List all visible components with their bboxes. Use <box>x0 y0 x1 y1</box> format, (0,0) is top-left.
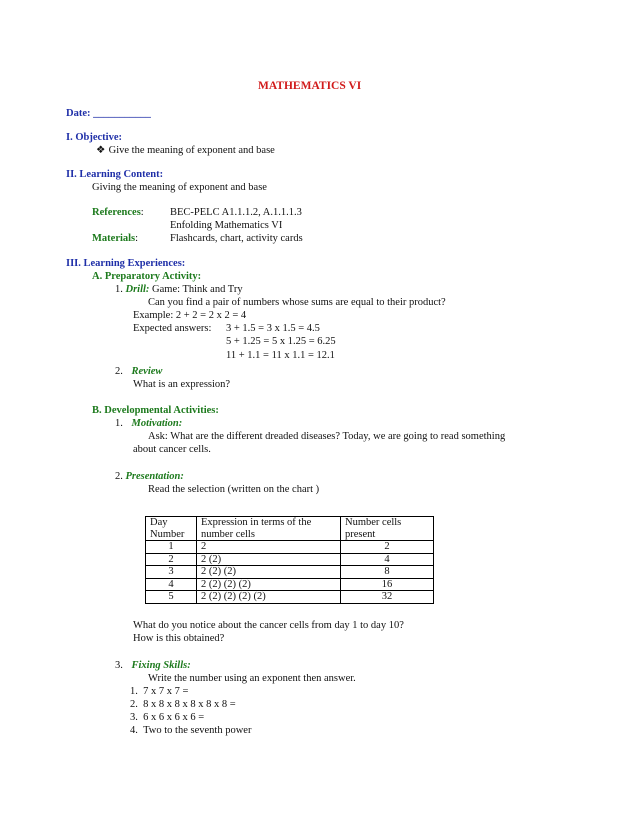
expected-answer-2: 5 + 1.25 = 5 x 1.25 = 6.25 <box>226 336 336 347</box>
presentation-line <box>115 471 184 483</box>
drill-label: Drill: <box>125 284 150 295</box>
materials-label-text: Materials <box>92 233 136 244</box>
objective-item <box>96 145 275 157</box>
header-number-cells <box>341 517 434 541</box>
table-cell-day: 1 <box>146 541 197 554</box>
header-expression-line2: number cells <box>201 528 255 540</box>
fixing-skills-line <box>115 660 191 672</box>
presentation-number: 2. <box>115 471 123 482</box>
notice-question-2: How is this obtained? <box>133 633 225 644</box>
review-line <box>115 366 162 378</box>
table-row <box>146 553 434 566</box>
table-cell-day: 4 <box>146 578 197 591</box>
expected-answers-label: Expected answers: <box>133 323 212 334</box>
list-item-number: 3. <box>130 712 138 723</box>
references-label <box>92 207 144 219</box>
materials-label <box>92 233 138 245</box>
drill-line <box>115 284 243 296</box>
materials-value: Flashcards, chart, activity cards <box>170 233 303 244</box>
table-cell-count: 2 <box>341 541 434 554</box>
objective-heading: I. Objective: <box>66 132 122 143</box>
learning-content-heading: II. Learning Content: <box>66 169 164 180</box>
fixing-skills-instruction: Write the number using an exponent then answer. <box>148 673 356 684</box>
table-cell-expression: 2 (2) (2) (2) <box>197 578 341 591</box>
table-header-row <box>146 517 434 541</box>
fixing-skills-label: Fixing Skills: <box>131 660 191 671</box>
developmental-activities-heading: B. Developmental Activities: <box>92 405 219 416</box>
motivation-line <box>115 418 182 430</box>
list-item <box>130 725 251 737</box>
table-cell-count: 16 <box>341 578 434 591</box>
drill-number: 1. <box>115 284 123 295</box>
header-number-cells-line1: Number cells <box>345 517 402 528</box>
header-expression-line1: Expression in terms of the <box>201 517 312 528</box>
table-row <box>146 578 434 591</box>
table-cell-day: 5 <box>146 591 197 604</box>
learning-content-text: Giving the meaning of exponent and base <box>92 182 267 193</box>
list-item-number: 1. <box>130 686 138 697</box>
header-day-line1: Day <box>150 517 168 528</box>
table-cell-expression: 2 <box>197 541 341 554</box>
drill-text: Game: Think and Try <box>149 284 243 295</box>
drill-question: Can you find a pair of numbers whose sums are equal to their product? <box>148 297 446 308</box>
list-item-text: 8 x 8 x 8 x 8 x 8 x 8 = <box>143 699 236 710</box>
review-number: 2. <box>115 366 123 377</box>
table-cell-count: 32 <box>341 591 434 604</box>
motivation-number: 1. <box>115 418 123 429</box>
cancer-cells-table <box>145 516 434 604</box>
learning-experiences-heading: III. Learning Experiences: <box>66 258 186 269</box>
list-item-text: 7 x 7 x 7 = <box>143 686 189 697</box>
list-item-text: 6 x 6 x 6 x 6 = <box>143 712 205 723</box>
table-row <box>146 541 434 554</box>
notice-question-1: What do you notice about the cancer cells from day 1 to day 10? <box>133 620 404 631</box>
materials-colon: : <box>135 233 139 244</box>
header-number-cells-line2: present <box>345 528 376 540</box>
list-item <box>130 699 236 711</box>
objective-text: Give the meaning of exponent and base <box>108 145 275 156</box>
header-day-line2: Number <box>150 528 185 540</box>
presentation-label: Presentation: <box>125 471 184 482</box>
expected-answer-3: 11 + 1.1 = 11 x 1.1 = 12.1 <box>226 350 335 361</box>
table-cell-count: 8 <box>341 566 434 579</box>
preparatory-activity-heading: A. Preparatory Activity: <box>92 271 202 282</box>
header-day <box>146 517 197 541</box>
table-cell-expression: 2 (2) (2) (2) (2) <box>197 591 341 604</box>
table-cell-day: 3 <box>146 566 197 579</box>
motivation-label: Motivation: <box>131 418 183 429</box>
table-cell-count: 4 <box>341 553 434 566</box>
table-cell-expression: 2 (2) (2) <box>197 566 341 579</box>
references-label-text: References <box>92 207 141 218</box>
list-item <box>130 686 188 698</box>
references-line2: Enfolding Mathematics VI <box>170 220 283 231</box>
table-row <box>146 566 434 579</box>
header-expression <box>197 517 341 541</box>
drill-example: Example: 2 + 2 = 2 x 2 = 4 <box>133 310 247 321</box>
date-label: Date: ___________ <box>66 108 151 119</box>
references-line1: BEC-PELC A1.1.1.2, A.1.1.1.3 <box>170 207 302 218</box>
references-colon: : <box>140 207 144 218</box>
table-cell-day: 2 <box>146 553 197 566</box>
page-title: MATHEMATICS VI <box>258 80 362 92</box>
motivation-text-line2: about cancer cells. <box>133 444 211 455</box>
list-item-text: Two to the seventh power <box>143 725 252 736</box>
diamond-bullet-icon: ❖ <box>96 145 106 156</box>
review-text: What is an expression? <box>133 379 231 390</box>
expected-answer-1: 3 + 1.5 = 3 x 1.5 = 4.5 <box>226 323 320 334</box>
list-item <box>130 712 204 724</box>
presentation-text: Read the selection (written on the chart ) <box>148 484 320 495</box>
review-label: Review <box>131 366 163 377</box>
fixing-skills-number: 3. <box>115 660 123 671</box>
list-item-number: 2. <box>130 699 138 710</box>
list-item-number: 4. <box>130 725 138 736</box>
motivation-text-line1: Ask: What are the different dreaded diseases? Today, we are going to read something <box>148 431 506 442</box>
table-cell-expression: 2 (2) <box>197 553 341 566</box>
table-row <box>146 591 434 604</box>
